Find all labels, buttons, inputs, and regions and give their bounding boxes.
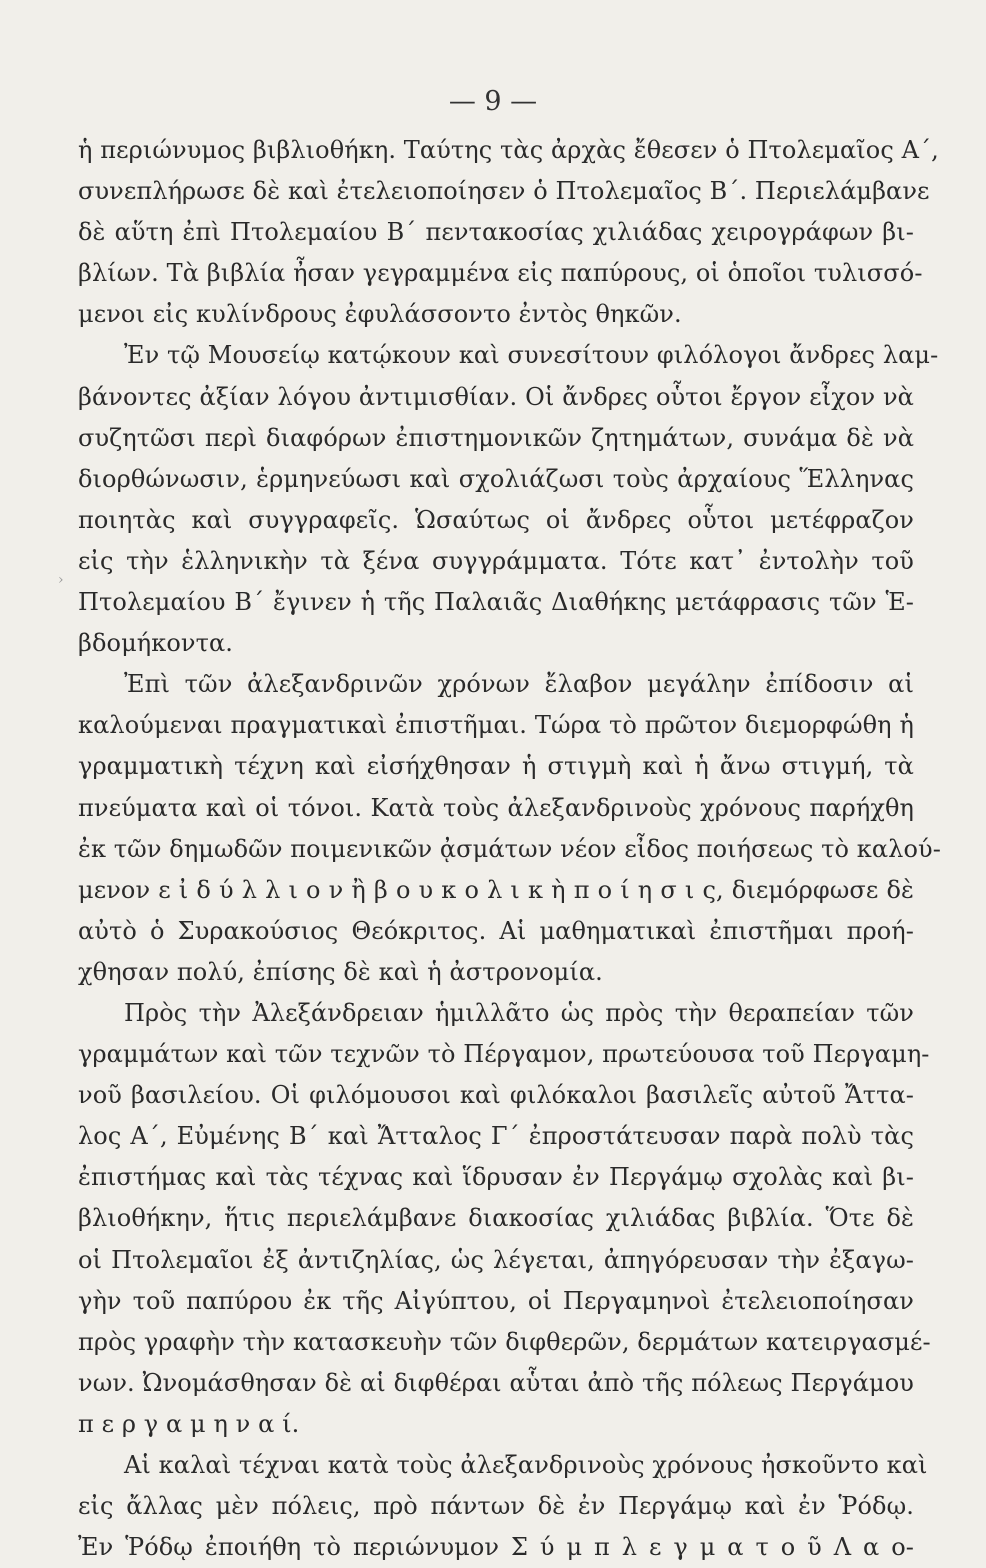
text-line: γραμμάτων καὶ τῶν τεχνῶν τὸ Πέργαμον, πρωτεύουσα τοῦ Περγαμη- bbox=[78, 1040, 930, 1069]
text-line: γραμματικὴ τέχνη καὶ εἰσήχθησαν ἡ στιγμὴ καὶ ἡ ἄνω στιγμή, τὰ bbox=[78, 752, 914, 781]
text-line: ἐπιστήμας καὶ τὰς τέχνας καὶ ἵδρυσαν ἐν Περγάμῳ σχολὰς καὶ βι- bbox=[78, 1163, 914, 1192]
text-line: π ε ρ γ α μ η ν α ί. bbox=[78, 1409, 300, 1438]
text-line: Ἐν Ῥόδῳ ἐποιήθη τὸ περιώνυμον Σ ύ μ π λ ε γ μ α τ ο ῦ Λ α ο- bbox=[78, 1533, 914, 1562]
text-line: καλούμεναι πραγματικαὶ ἐπιστῆμαι. Τώρα τὸ πρῶτον διεμορφώθη ἡ bbox=[78, 711, 914, 740]
text-line: βλιοθήκην, ἥτις περιελάμβανε διακοσίας χιλιάδας βιβλία. Ὅτε δὲ bbox=[78, 1204, 914, 1233]
text-line: πνεύματα καὶ οἱ τόνοι. Κατὰ τοὺς ἀλεξανδρινοὺς χρόνους παρήχθη bbox=[78, 793, 914, 822]
text-line: χθησαν πολύ, ἐπίσης δὲ καὶ ἡ ἀστρονομία. bbox=[78, 957, 603, 986]
text-line: συνεπλήρωσε δὲ καὶ ἐτελειοποίησεν ὁ Πτολεμαῖος Β΄. Περιελάμβανε bbox=[78, 177, 930, 206]
text-line: ἐκ τῶν δημωδῶν ποιμενικῶν ᾀσμάτων νέον εἶδος ποιήσεως τὸ καλού- bbox=[78, 834, 941, 863]
page-number: — 9 — bbox=[448, 86, 538, 117]
text-line: εἰς τὴν ἑλληνικὴν τὰ ξένα συγγράμματα. Τότε κατ᾽ ἐντολὴν τοῦ bbox=[78, 546, 914, 575]
text-line: λος Α΄, Εὐμένης Β΄ καὶ Ἄτταλος Γ΄ ἐπροστάτευσαν παρὰ πολὺ τὰς bbox=[78, 1122, 914, 1151]
margin-mark: › bbox=[58, 572, 64, 588]
paragraph-start-line: Πρὸς τὴν Ἀλεξάνδρειαν ἡμιλλᾶτο ὡς πρὸς τὴν θεραπείαν τῶν bbox=[124, 998, 914, 1027]
text-line: βάνοντες ἀξίαν λόγου ἀντιμισθίαν. Οἱ ἄνδρες οὗτοι ἔργον εἶχον νὰ bbox=[78, 382, 914, 411]
text-line: διορθώνωσιν, ἑρμηνεύωσι καὶ σχολιάζωσι τοὺς ἀρχαίους Ἕλληνας bbox=[78, 464, 914, 493]
text-line: βδομήκοντα. bbox=[78, 629, 234, 658]
text-line: νοῦ βασιλείου. Οἱ φιλόμουσοι καὶ φιλόκαλοι βασιλεῖς αὐτοῦ Ἄττα- bbox=[78, 1081, 914, 1110]
text-line: ποιητὰς καὶ συγγραφεῖς. Ὡσαύτως οἱ ἄνδρες οὗτοι μετέφραζον bbox=[78, 505, 914, 534]
text-line: μενον ε ἰ δ ύ λ λ ι ο ν ἢ β ο υ κ ο λ ι κ ὴ π ο ί η σ ι ς, διεμόρφωσε δὲ bbox=[78, 875, 914, 904]
text-line: δὲ αὕτη ἐπὶ Πτολεμαίου Β΄ πεντακοσίας χιλιάδας χειρογράφων βι- bbox=[78, 218, 914, 247]
paragraph-start-line: Αἱ καλαὶ τέχναι κατὰ τοὺς ἀλεξανδρινοὺς χρόνους ἠσκοῦντο καὶ bbox=[124, 1451, 928, 1479]
text-line: μενοι εἰς κυλίνδρους ἐφυλάσσοντο ἐντὸς θηκῶν. bbox=[78, 300, 682, 329]
body-text bbox=[78, 130, 941, 1568]
text-line: εἰς ἄλλας μὲν πόλεις, πρὸ πάντων δὲ ἐν Περγάμῳ καὶ ἐν Ῥόδῳ. bbox=[78, 1492, 914, 1521]
text-line: οἱ Πτολεμαῖοι ἐξ ἀντιζηλίας, ὡς λέγεται, ἀπηγόρευσαν τὴν ἐξαγω- bbox=[78, 1245, 914, 1274]
text-line: νων. Ὠνομάσθησαν δὲ αἱ διφθέραι αὗται ἀπὸ τῆς πόλεως Περγάμου bbox=[78, 1368, 914, 1397]
text-line: αὐτὸ ὁ Συρακούσιος Θεόκριτος. Αἱ μαθηματικαὶ ἐπιστῆμαι προή- bbox=[78, 916, 914, 945]
text-line: ἡ περιώνυμος βιβλιοθήκη. Ταύτης τὰς ἀρχὰς ἔθεσεν ὁ Πτολεμαῖος Α΄, bbox=[78, 136, 939, 164]
text-line: βλίων. Τὰ βιβλία ἦσαν γεγραμμένα εἰς παπύρους, οἱ ὁποῖοι τυλισσό- bbox=[78, 259, 923, 288]
text-line: πρὸς γραφὴν τὴν κατασκευὴν τῶν διφθερῶν, δερμάτων κατειργασμέ- bbox=[78, 1327, 931, 1356]
paragraph-start-line: Ἐν τῷ Μουσείῳ κατῴκουν καὶ συνεσίτουν φιλόλογοι ἄνδρες λαμ- bbox=[124, 341, 939, 370]
text-line: συζητῶσι περὶ διαφόρων ἐπιστημονικῶν ζητημάτων, συνάμα δὲ νὰ bbox=[78, 423, 914, 452]
text-line: Πτολεμαίου Β΄ ἔγινεν ἡ τῆς Παλαιᾶς Διαθήκης μετάφρασις τῶν Ἑ- bbox=[78, 588, 914, 617]
text-line: γὴν τοῦ παπύρου ἐκ τῆς Αἰγύπτου, οἱ Περγαμηνοὶ ἐτελειοποίησαν bbox=[78, 1286, 914, 1315]
paragraph-start-line: Ἐπὶ τῶν ἀλεξανδρινῶν χρόνων ἔλαβον μεγάλην ἐπίδοσιν αἱ bbox=[124, 670, 914, 699]
